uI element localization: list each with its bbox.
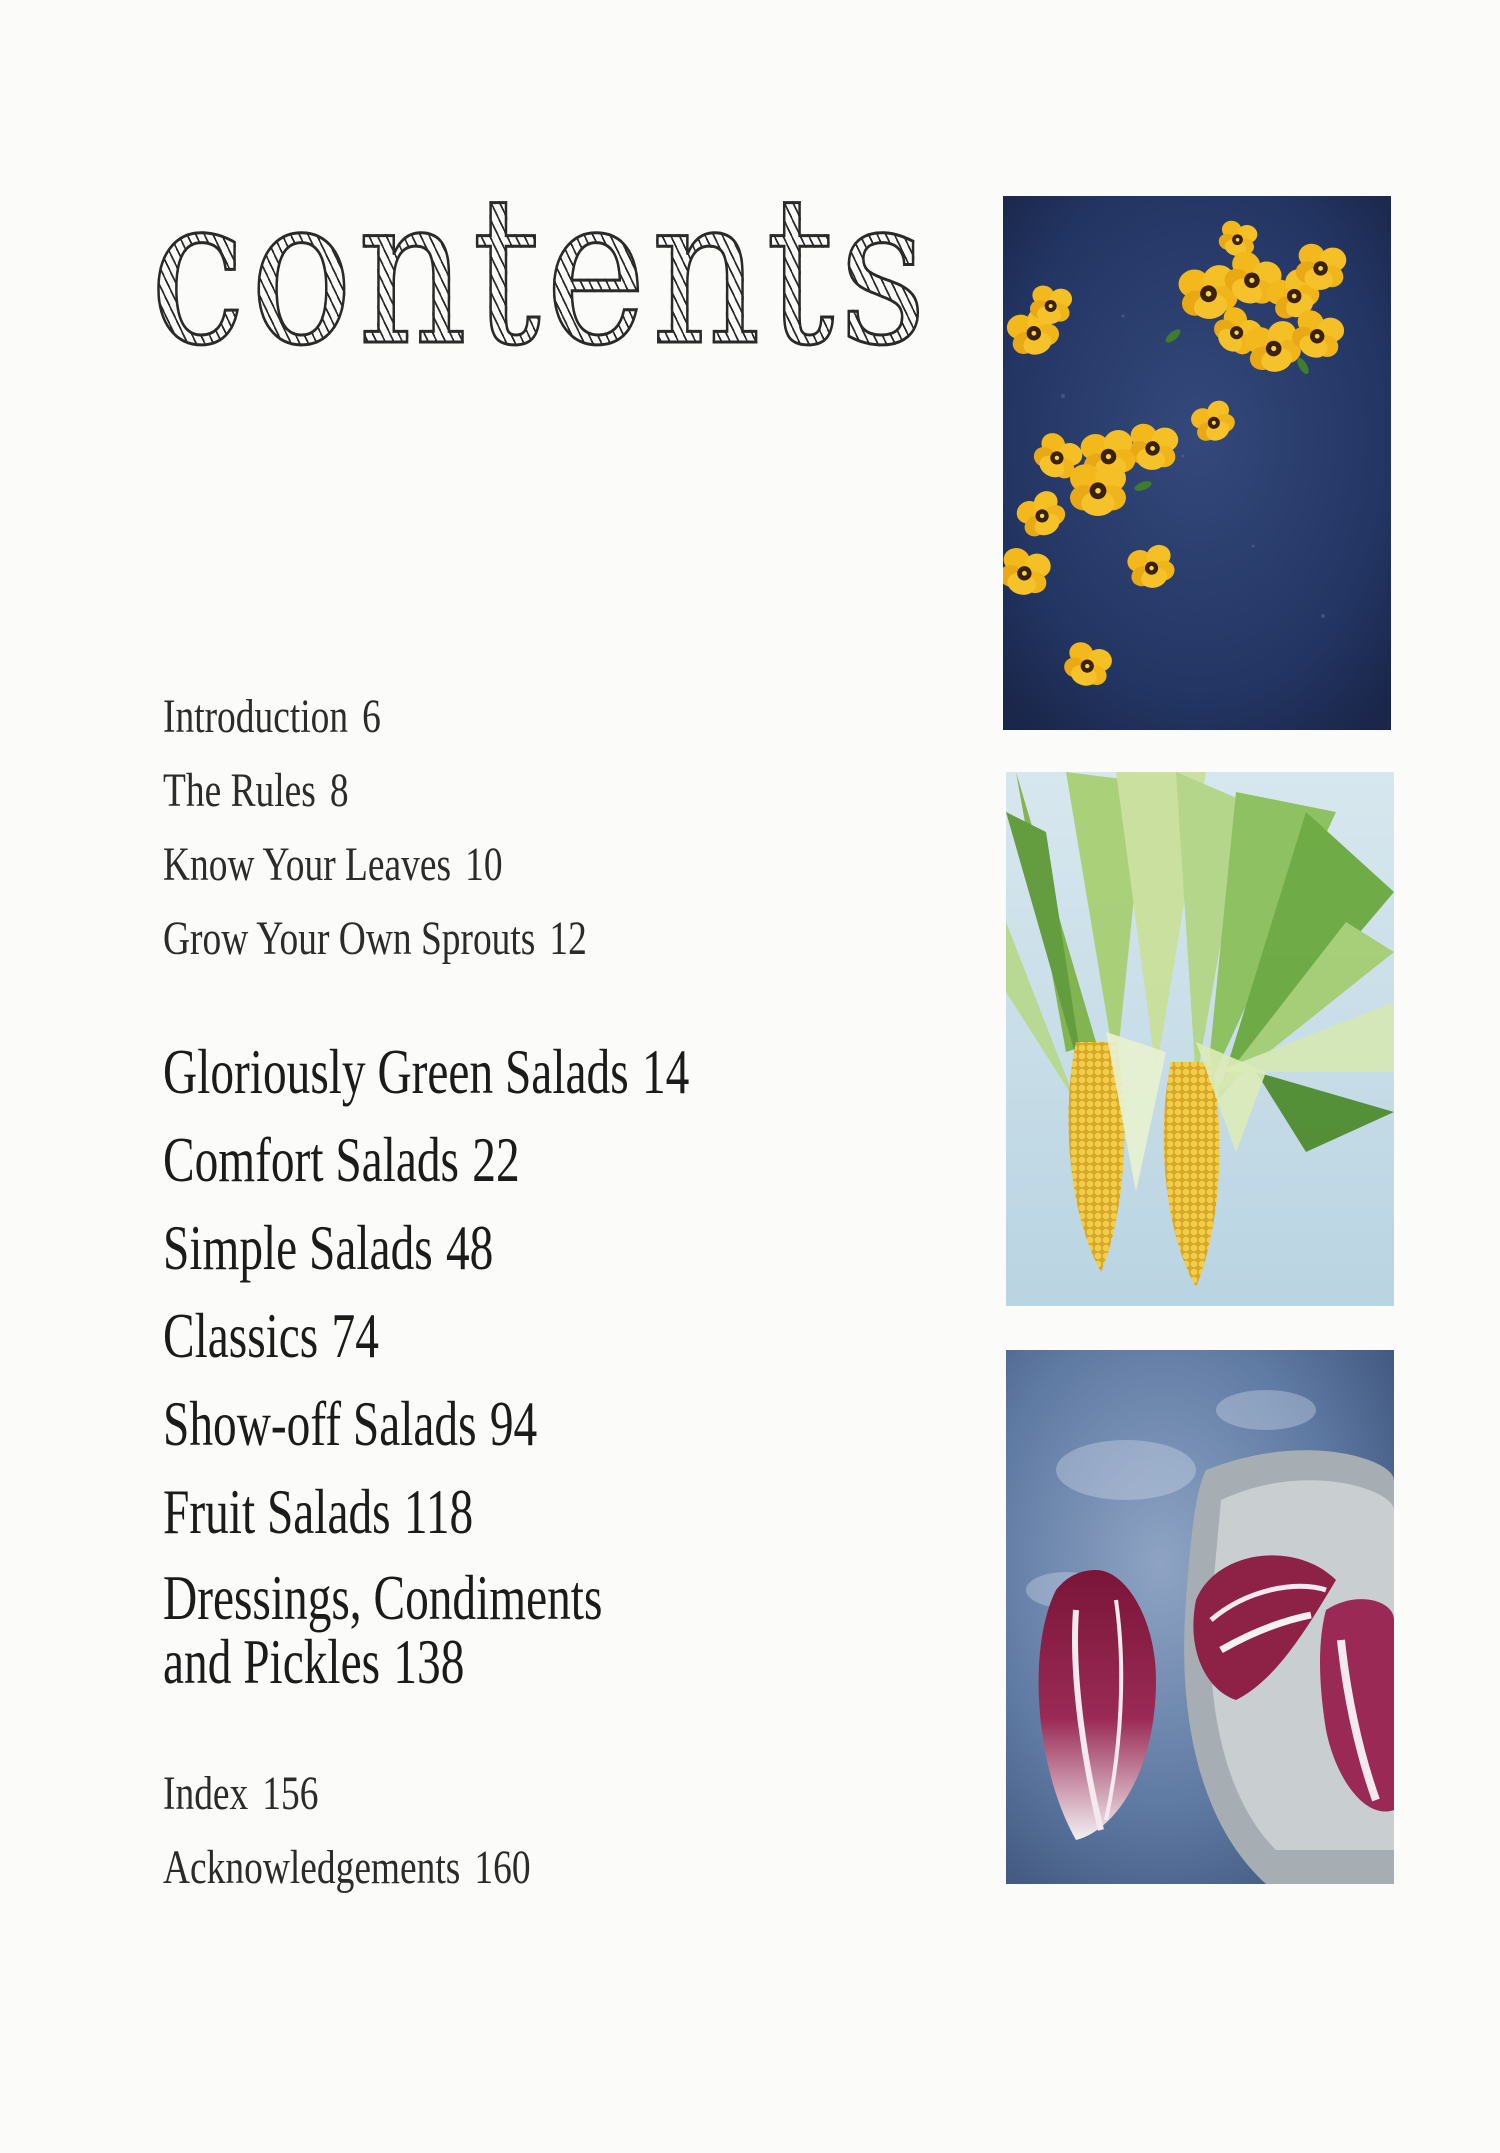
- toc-chapter[interactable]: [163, 1562, 689, 1697]
- toc-entry[interactable]: [163, 680, 587, 754]
- toc-front-matter: [163, 680, 706, 976]
- toc-chapter[interactable]: [163, 1028, 689, 1116]
- toc-entry-label: Know Your Leaves: [163, 838, 452, 891]
- toc-chapter-label: Show-off Salads: [163, 1388, 477, 1459]
- toc-chapter-page: 14: [641, 1036, 690, 1107]
- toc-chapter-label: Comfort Salads: [163, 1124, 459, 1195]
- corn-cobs-photo: [1006, 772, 1394, 1306]
- toc-entry-page: 10: [465, 838, 503, 891]
- toc-chapter-page: 22: [472, 1124, 520, 1195]
- toc-entry[interactable]: [163, 754, 587, 828]
- toc-chapter-label-line2: and Pickles: [163, 1626, 381, 1697]
- toc-chapter-page: 94: [489, 1388, 538, 1459]
- toc-chapter[interactable]: [163, 1292, 689, 1380]
- toc-chapter[interactable]: [163, 1468, 689, 1556]
- toc-entry-label: Grow Your Own Sprouts: [163, 912, 536, 965]
- toc-entry-page: 6: [362, 690, 381, 743]
- toc-chapter[interactable]: [163, 1204, 689, 1292]
- toc-chapter-page: 74: [331, 1300, 379, 1371]
- toc-entry-label: Index: [163, 1767, 249, 1820]
- toc-chapter[interactable]: [163, 1380, 689, 1468]
- page-title: contents: [150, 153, 932, 391]
- toc-back-matter: [163, 1757, 634, 1905]
- toc-entry[interactable]: [163, 828, 587, 902]
- toc-entry-label: Introduction: [163, 690, 349, 743]
- toc-entry-label: The Rules: [163, 764, 316, 817]
- toc-chapter-page: 48: [446, 1212, 494, 1283]
- pansy-flowers-photo: [1003, 196, 1391, 730]
- radicchio-photo: [1006, 1350, 1394, 1884]
- toc-chapter-page: 118: [403, 1476, 474, 1547]
- toc-chapter[interactable]: [163, 1116, 689, 1204]
- toc-entry[interactable]: [163, 1757, 531, 1831]
- toc-entry[interactable]: [163, 1831, 531, 1905]
- toc-entry[interactable]: [163, 902, 587, 976]
- toc-chapter-label: Fruit Salads: [163, 1476, 391, 1547]
- toc-chapter-page: 138: [393, 1626, 465, 1697]
- toc-chapter-label: Classics: [163, 1300, 319, 1371]
- toc-chapters: [163, 1028, 874, 1697]
- toc-chapter-label-line1: Dressings, Condiments: [163, 1562, 603, 1633]
- toc-entry-page: 156: [262, 1767, 319, 1820]
- toc-entry-page: 160: [474, 1841, 531, 1894]
- toc-chapter-label: Gloriously Green Salads: [163, 1036, 629, 1107]
- toc-entry-page: 12: [549, 912, 587, 965]
- toc-chapter-label: Simple Salads: [163, 1212, 433, 1283]
- toc-entry-page: 8: [329, 764, 349, 817]
- toc-entry-label: Acknowledgements: [163, 1841, 461, 1894]
